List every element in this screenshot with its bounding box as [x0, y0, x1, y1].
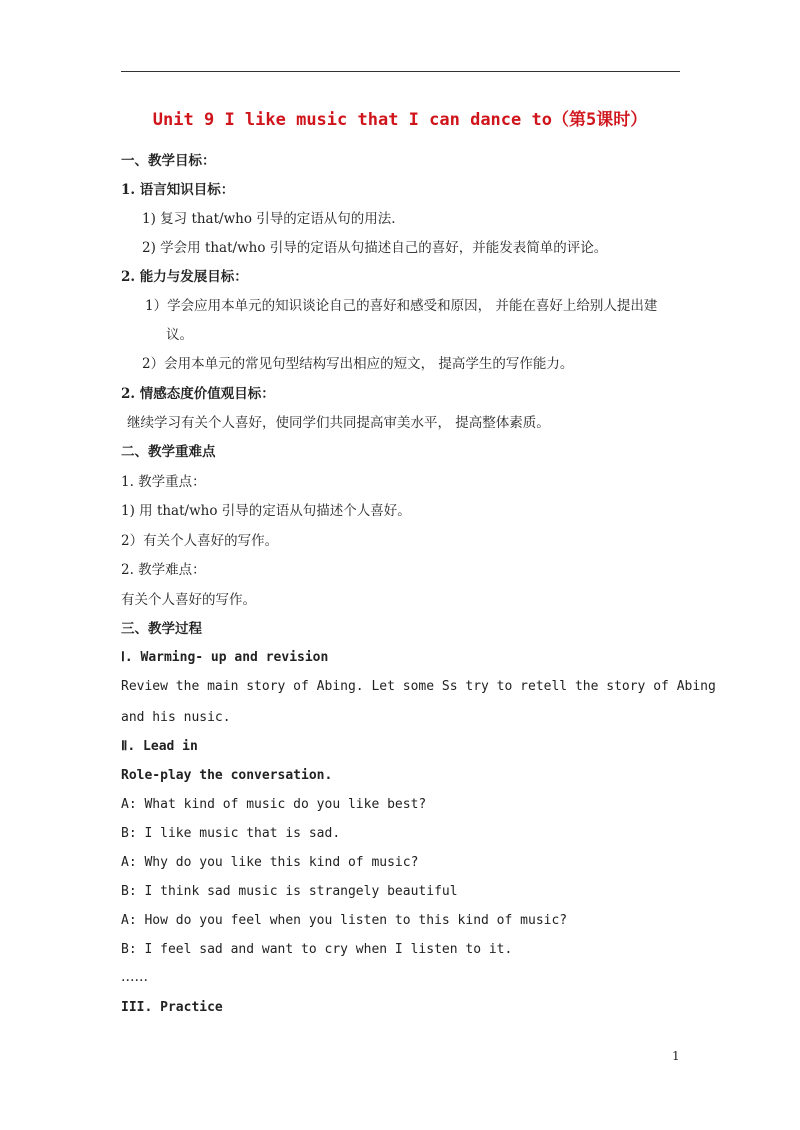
key-point-item-1: 1) 用 that/who 引导的定语从句描述个人喜好。 [121, 503, 411, 519]
step1-text-cont: and his nusic. [121, 710, 231, 725]
step1-heading: Ⅰ. Warming- up and revision [121, 650, 329, 665]
header-rule [121, 71, 680, 72]
knowledge-heading: 1. 语言知识目标： [121, 182, 235, 198]
page-number: 1 [672, 1049, 680, 1063]
knowledge-item-2: 2) 学会用 that/who 引导的定语从句描述自己的喜好，并能发表简单的评论。 [142, 240, 608, 256]
step3-heading: III. Practice [121, 1000, 223, 1015]
objectives-heading: 一、教学目标： [121, 153, 216, 169]
dialogue-line: B: I feel sad and want to cry when I listen to it. [121, 942, 513, 957]
emotion-text: 继续学习有关个人喜好，使同学们共同提高审美水平， 提高整体素质。 [127, 415, 550, 431]
ability-item-1: 1）学会应用本单元的知识谈论自己的喜好和感受和原因， 并能在喜好上给别人提出建 [145, 298, 658, 314]
key-points-heading: 二、教学重难点 [121, 444, 216, 460]
emotion-heading: 2. 情感态度价值观目标： [121, 386, 275, 402]
step1-text: Review the main story of Abing. Let some Ss try to retell the story of Abing [121, 679, 716, 694]
difficulty-label: 2. 教学难点： [121, 562, 206, 578]
key-point-label: 1. 教学重点： [121, 474, 206, 490]
ability-item-1-cont: 议。 [166, 327, 193, 343]
difficulty-text: 有关个人喜好的写作。 [121, 592, 256, 608]
knowledge-item-1: 1) 复习 that/who 引导的定语从句的用法. [142, 211, 396, 227]
dialogue-line: A: What kind of music do you like best? [121, 797, 427, 812]
ability-heading: 2. 能力与发展目标： [121, 269, 248, 285]
step2-heading: Ⅱ. Lead in [121, 739, 198, 754]
dialogue-line: A: Why do you like this kind of music? [121, 855, 419, 870]
ability-item-2: 2）会用本单元的常见句型结构写出相应的短文， 提高学生的写作能力。 [142, 356, 574, 372]
dialogue-line: A: How do you feel when you listen to this kind of music? [121, 913, 568, 928]
page-title: Unit 9 I like music that I can dance to（第5课时） [152, 110, 648, 130]
dialogue-line: B: I think sad music is strangely beautiful [121, 884, 458, 899]
dialogue-line: B: I like music that is sad. [121, 826, 341, 841]
key-point-item-2: 2）有关个人喜好的写作。 [121, 533, 279, 549]
ellipsis: …… [121, 969, 148, 985]
process-heading: 三、教学过程 [121, 621, 202, 637]
step2-task: Role-play the conversation. [121, 768, 333, 783]
